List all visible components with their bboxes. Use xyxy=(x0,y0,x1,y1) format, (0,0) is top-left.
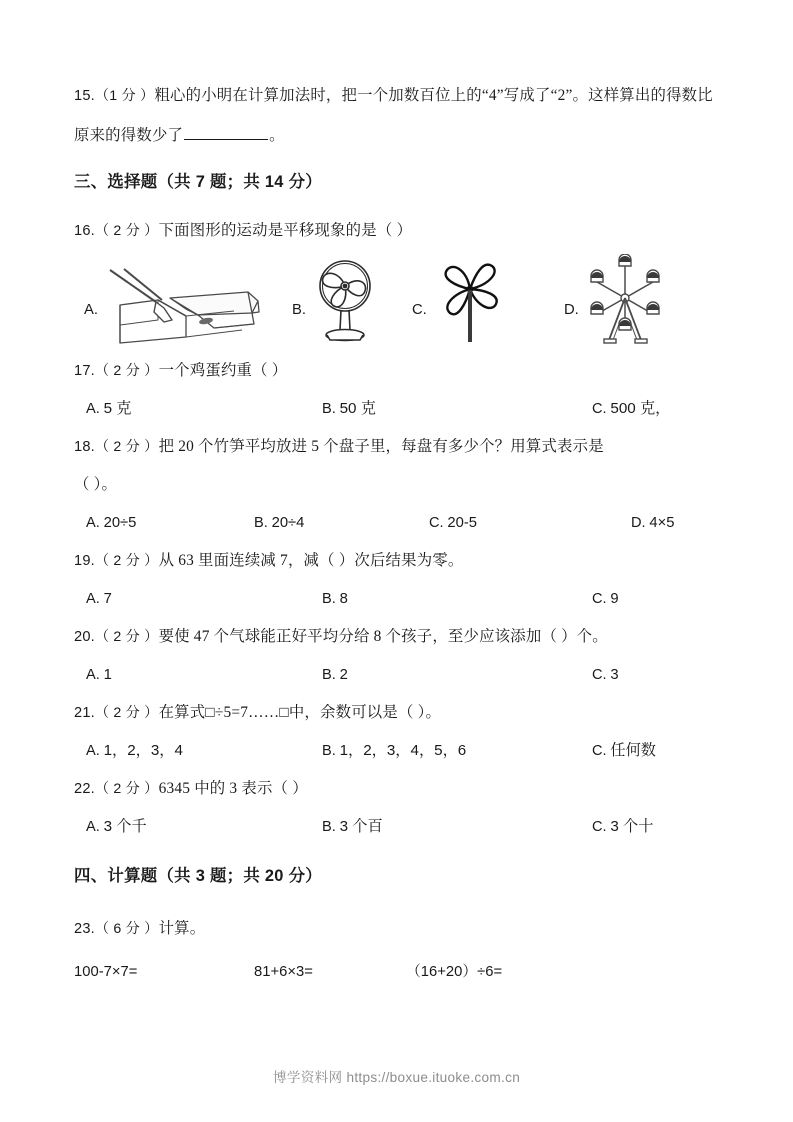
footer-site-name: 博学资料网 xyxy=(272,1070,343,1085)
question-21-options xyxy=(74,732,724,770)
option-b-value-q18: 20÷4 xyxy=(271,515,305,531)
question-17-text: 一个鸡蛋约重（ ） xyxy=(158,362,288,379)
question-23-expressions xyxy=(74,954,724,990)
option-a-label-q16: A. xyxy=(84,302,98,318)
question-17-options xyxy=(74,390,724,428)
question-22-number: 22. xyxy=(74,781,95,797)
calc-expression-2[interactable]: 81+6×3= xyxy=(254,964,313,980)
option-c-q19[interactable] xyxy=(592,580,619,618)
option-a-value-q20: 1 xyxy=(103,667,112,683)
section-heading-3: 三、选择题（共 7 题；共 14 分） xyxy=(74,173,322,191)
option-c-label-q20: C. xyxy=(592,667,607,683)
question-21-text: 在算式□÷5=7……□中，余数可以是（ ）。 xyxy=(158,704,442,721)
option-b-label-q18: B. xyxy=(254,515,268,531)
option-b-value-q22: 3 个百 xyxy=(339,818,383,835)
option-a-value-q22: 3 个千 xyxy=(103,818,147,835)
option-b-label-q20: B. xyxy=(322,667,336,683)
option-c-q17[interactable] xyxy=(592,390,670,428)
question-21-score: （ 2 分 ） xyxy=(94,705,159,721)
option-a-label-q21: A. xyxy=(86,743,100,759)
option-a-label-q20: A. xyxy=(86,667,100,683)
option-b-q21[interactable] xyxy=(322,732,466,770)
pinwheel-icon xyxy=(431,256,509,344)
question-19-score: （ 2 分 ） xyxy=(94,553,159,569)
question-19-number: 19. xyxy=(74,553,95,569)
option-a-value-q19: 7 xyxy=(103,591,112,607)
option-a-label-q17: A. xyxy=(86,401,100,417)
option-b-q16[interactable] xyxy=(292,256,380,344)
option-a-value-q18: 20÷5 xyxy=(103,515,137,531)
option-b-label-q16: B. xyxy=(292,302,306,318)
page-content xyxy=(74,76,724,990)
question-17-number: 17. xyxy=(74,363,95,379)
question-20 xyxy=(74,618,724,656)
question-17 xyxy=(74,352,724,390)
answer-blank-q15[interactable] xyxy=(184,125,268,140)
option-c-value-q18: 20-5 xyxy=(447,515,478,531)
question-23-number: 23. xyxy=(74,921,95,937)
question-20-options xyxy=(74,656,724,694)
option-c-q20[interactable] xyxy=(592,656,619,694)
question-22-text: 6345 中的 3 表示（ ） xyxy=(158,780,308,797)
section-heading-4: 四、计算题（共 3 题；共 20 分） xyxy=(74,867,322,885)
question-21-number: 21. xyxy=(74,705,95,721)
option-c-value-q19: 9 xyxy=(610,591,619,607)
question-17-score: （ 2 分 ） xyxy=(94,363,159,379)
option-c-q22[interactable] xyxy=(592,808,653,846)
question-19-options xyxy=(74,580,724,618)
electric-fan-icon xyxy=(310,256,380,344)
option-a-q22[interactable] xyxy=(86,808,147,846)
option-b-q19[interactable] xyxy=(322,580,348,618)
question-18-number: 18. xyxy=(74,439,95,455)
question-16-options xyxy=(74,252,724,344)
calc-expression-1[interactable]: 100-7×7= xyxy=(74,964,138,980)
option-c-value-q22: 3 个十 xyxy=(610,818,654,835)
question-16-number: 16. xyxy=(74,223,95,239)
question-18-text-line2: （ ）。 xyxy=(74,476,118,493)
option-a-label-q18: A. xyxy=(86,515,100,531)
option-a-label-q22: A. xyxy=(86,819,100,835)
option-c-value-q21: 任何数 xyxy=(610,742,656,759)
option-d-q18[interactable] xyxy=(631,504,675,542)
option-a-q21[interactable] xyxy=(86,732,183,770)
question-19-text: 从 63 里面连续减 7，减（ ）次后结果为零。 xyxy=(158,552,464,569)
option-c-value-q20: 3 xyxy=(610,667,619,683)
question-18-text: 把 20 个竹笋平均放进 5 个盘子里，每盘有多少个？用算式表示是 xyxy=(158,438,604,455)
option-c-label-q21: C. xyxy=(592,743,607,759)
option-b-label-q22: B. xyxy=(322,819,336,835)
ferris-wheel-icon xyxy=(583,254,667,344)
option-a-q17[interactable] xyxy=(86,390,131,428)
option-b-label-q19: B. xyxy=(322,591,336,607)
question-20-number: 20. xyxy=(74,629,95,645)
option-b-q17[interactable] xyxy=(322,390,376,428)
option-c-label-q18: C. xyxy=(429,515,444,531)
option-c-label-q17: C. xyxy=(592,401,607,417)
option-d-label-q16: D. xyxy=(564,302,579,318)
option-a-q16[interactable] xyxy=(84,268,260,344)
question-18-line2 xyxy=(74,466,724,504)
drawer-push-icon xyxy=(102,268,260,344)
option-b-value-q21: 1，2，3，4，5，6 xyxy=(339,742,467,759)
question-22-options xyxy=(74,808,724,846)
question-23-text: 计算。 xyxy=(158,920,206,937)
question-16-score: （ 2 分 ） xyxy=(94,223,159,239)
question-16 xyxy=(74,212,724,250)
question-20-text: 要使 47 个气球能正好平均分给 8 个孩子，至少应该添加（ ）个。 xyxy=(158,628,608,645)
question-15-text-tail: 。 xyxy=(269,127,285,144)
option-b-label-q17: B. xyxy=(322,401,336,417)
option-b-q22[interactable] xyxy=(322,808,383,846)
question-23 xyxy=(74,910,724,948)
option-c-value-q17: 500 克， xyxy=(610,400,671,417)
question-22-score: （ 2 分 ） xyxy=(94,781,159,797)
option-b-label-q21: B. xyxy=(322,743,336,759)
question-18 xyxy=(74,428,724,466)
option-c-label-q19: C. xyxy=(592,591,607,607)
option-a-value-q17: 5 克 xyxy=(103,400,132,417)
option-b-value-q17: 50 克 xyxy=(339,400,376,417)
option-b-q20[interactable] xyxy=(322,656,348,694)
option-b-value-q20: 2 xyxy=(339,667,348,683)
option-a-label-q19: A. xyxy=(86,591,100,607)
option-c-q16[interactable] xyxy=(412,256,509,344)
option-d-q16[interactable] xyxy=(564,254,667,344)
question-19 xyxy=(74,542,724,580)
option-a-value-q21: 1，2，3，4 xyxy=(103,742,183,759)
question-15-number: 15. xyxy=(74,88,95,104)
question-16-text: 下面图形的运动是平移现象的是（ ） xyxy=(158,222,413,239)
option-c-q18[interactable] xyxy=(429,504,477,542)
option-c-label-q22: C. xyxy=(592,819,607,835)
option-c-q21[interactable] xyxy=(592,732,656,770)
option-a-q19[interactable] xyxy=(86,580,112,618)
option-d-label-q18: D. xyxy=(631,515,646,531)
calc-expression-3[interactable]: （16+20）÷6= xyxy=(406,964,503,980)
question-18-options xyxy=(74,504,724,542)
option-c-label-q16: C. xyxy=(412,302,427,318)
option-b-q18[interactable] xyxy=(254,504,304,542)
question-15-text: 粗心的小明在计算加法时，把一个加数百位上的“4”写成了“2”。这样算出的得数比原来的得数少了 xyxy=(74,87,713,144)
option-b-value-q19: 8 xyxy=(339,591,348,607)
question-22 xyxy=(74,770,724,808)
option-a-q20[interactable] xyxy=(86,656,112,694)
question-18-score: （ 2 分 ） xyxy=(94,439,159,455)
question-15 xyxy=(74,76,724,156)
footer-watermark xyxy=(0,1066,793,1086)
option-a-q18[interactable] xyxy=(86,504,136,542)
option-d-value-q18: 4×5 xyxy=(649,515,675,531)
question-23-score: （ 6 分 ） xyxy=(94,921,159,937)
question-15-score: （1 分 ） xyxy=(94,88,155,104)
footer-url: https://boxue.ituoke.com.cn xyxy=(346,1070,521,1085)
question-21 xyxy=(74,694,724,732)
question-20-score: （ 2 分 ） xyxy=(94,629,159,645)
